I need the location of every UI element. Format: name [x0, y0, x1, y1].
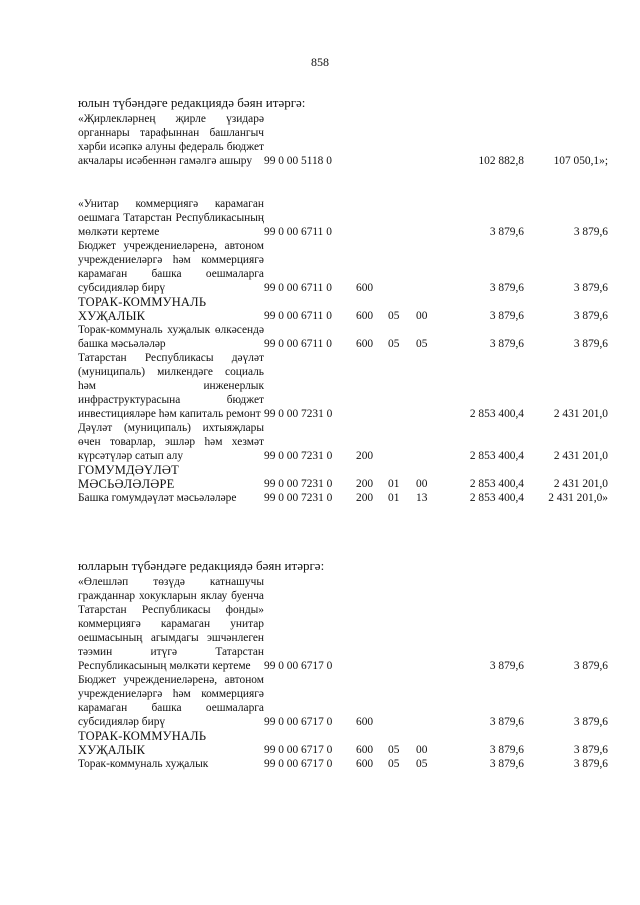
row-code: 99 0 00 7231 0 [264, 492, 333, 504]
row-section [388, 197, 416, 239]
row-value-2: 3 879,6 [573, 310, 608, 322]
row-value-2: 3 879,6 [573, 758, 608, 770]
table-row [78, 463, 608, 491]
row-expense-type: 200 [356, 478, 374, 490]
row-expense-type: 600 [356, 758, 374, 770]
row-value-2: 3 879,6 [573, 226, 608, 238]
row-expense-type: 600 [356, 310, 374, 322]
row-name: «Унитар коммерциягә карамаган оешмага Татарстан Республикасының мөлкәти кертеме [78, 198, 264, 238]
section-1-intro: юлын түбәндәге редакциядә бәян итәргә: [78, 95, 306, 110]
row-expense-type: 200 [356, 450, 374, 462]
row-code: 99 0 00 6711 0 [264, 282, 332, 294]
row-value-1: 3 879,6 [489, 282, 524, 294]
row-value-1: 3 879,6 [489, 660, 524, 672]
row-code: 99 0 00 7231 0 [264, 478, 333, 490]
row-subsection [416, 351, 444, 421]
table-row [78, 729, 608, 757]
row-code: 99 0 00 5118 0 [264, 155, 332, 167]
section-3-rows [78, 575, 608, 771]
row-value-1: 3 879,6 [489, 338, 524, 350]
table-row [78, 351, 608, 421]
row-subsection: 00 [416, 478, 428, 490]
section-2-rows [78, 197, 608, 505]
row-code: 99 0 00 6717 0 [264, 716, 333, 728]
table-row [78, 295, 608, 323]
row-value-1: 2 853 400,4 [469, 478, 524, 490]
row-name: ГОМУМДӘҮЛӘТ МӘСЬӘЛӘЛӘРЕ [78, 463, 179, 491]
section-2 [78, 197, 608, 505]
row-section: 05 [388, 744, 400, 756]
row-value-1: 2 853 400,4 [469, 450, 524, 462]
row-code: 99 0 00 6711 0 [264, 226, 332, 238]
table-row [78, 491, 608, 505]
row-name: ТОРАК-КОММУНАЛЬ ХУҖАЛЫК [78, 295, 207, 323]
row-expense-type: 600 [356, 282, 374, 294]
row-expense-type: 200 [356, 492, 374, 504]
row-section: 01 [388, 492, 400, 504]
page-number: 858 [311, 55, 329, 69]
table-row [78, 421, 608, 463]
table-row [78, 575, 608, 673]
section-2-table [78, 197, 608, 505]
row-value-2: 2 431 201,0 [553, 478, 608, 490]
table-row [78, 673, 608, 729]
row-section: 05 [388, 310, 400, 322]
row-subsection: 05 [416, 758, 428, 770]
row-name: Башка гомумдәүләт мәсьәләләре [78, 492, 237, 504]
row-value-1: 2 853 400,4 [469, 408, 524, 420]
row-value-2: 3 879,6 [573, 744, 608, 756]
row-value-1: 3 879,6 [489, 744, 524, 756]
row-subsection [416, 673, 444, 729]
row-section [388, 575, 416, 673]
row-subsection [416, 112, 444, 168]
row-code: 99 0 00 6717 0 [264, 744, 333, 756]
row-value-1: 3 879,6 [489, 310, 524, 322]
row-section [388, 673, 416, 729]
row-subsection [416, 421, 444, 463]
row-code: 99 0 00 6717 0 [264, 660, 333, 672]
section-1-table [78, 112, 608, 168]
row-value-1: 3 879,6 [489, 758, 524, 770]
row-section [388, 351, 416, 421]
row-value-2: 2 431 201,0» [548, 492, 608, 504]
row-value-2: 3 879,6 [573, 282, 608, 294]
table-row [78, 197, 608, 239]
row-section: 01 [388, 478, 400, 490]
row-name: Торак-коммуналь хуҗалык өлкәсендә башка мәсьәләләр [78, 324, 264, 350]
row-subsection: 13 [416, 492, 428, 504]
row-expense-type [356, 197, 388, 239]
row-value-2: 3 879,6 [573, 660, 608, 672]
table-row [78, 112, 608, 168]
row-value-2: 3 879,6 [573, 338, 608, 350]
section-1-rows [78, 112, 608, 168]
row-subsection: 00 [416, 310, 428, 322]
row-value-1: 102 882,8 [478, 155, 524, 167]
row-code: 99 0 00 6717 0 [264, 758, 333, 770]
row-name: «Җирлекләрнең җирле үзидарә органнары тарафыннан башлангыч хәрби исәпкә алуны федераль бюджет акчалары исәбеннән гамәлгә ашыру [78, 113, 264, 167]
row-name: ТОРАК-КОММУНАЛЬ ХУҖАЛЫК [78, 729, 207, 757]
row-name: Бюджет учреждениеләренә, автоном учреждениеләргә һәм коммерциягә карамаган башка оешмаларга субсидияләр бирү [78, 674, 264, 728]
row-name: Бюджет учреждениеләренә, автоном учреждениеләргә һәм коммерциягә карамаган башка оешмаларга субсидияләр бирү [78, 240, 264, 294]
row-value-2: 3 879,6 [573, 716, 608, 728]
row-section [388, 239, 416, 295]
row-section: 05 [388, 758, 400, 770]
row-name: Татарстан Республикасы дәүләт (муниципаль) милкендәге социаль һәм инженерлык инфраструктурасына бюджет инвестицияләре һәм капиталь ремонт [78, 352, 264, 420]
table-row [78, 323, 608, 351]
row-value-1: 3 879,6 [489, 716, 524, 728]
table-row [78, 757, 608, 771]
row-name: Торак-коммуналь хуҗалык [78, 758, 209, 770]
section-3-intro: юлларын түбәндәге редакциядә бәян итәргә: [78, 558, 325, 573]
row-code: 99 0 00 6711 0 [264, 338, 332, 350]
row-subsection: 05 [416, 338, 428, 350]
row-name: Дәүләт (муниципаль) ихтыяҗлары өчен товарлар, эшләр һәм хезмәт күрсәтүләр сатып алу [78, 422, 264, 462]
table-row [78, 239, 608, 295]
row-code: 99 0 00 7231 0 [264, 450, 333, 462]
section-1 [78, 95, 608, 168]
row-section: 05 [388, 338, 400, 350]
row-subsection [416, 239, 444, 295]
row-subsection [416, 197, 444, 239]
row-value-2: 107 050,1»; [553, 155, 608, 167]
row-name: «Өлешләп төзүдә катнашучы гражданнар хокукларын яклау буенча Татарстан Республикасы фонды» коммерциягә карамаган унитар оешмасының агымдагы эшчәнлеген тәэмин итүгә Татарстан Республикасының мөлкәти кертеме [78, 576, 264, 672]
row-expense-type: 600 [356, 716, 374, 728]
row-expense-type [356, 575, 388, 673]
row-section [388, 421, 416, 463]
row-code: 99 0 00 7231 0 [264, 408, 333, 420]
row-expense-type: 600 [356, 338, 374, 350]
row-expense-type: 600 [356, 744, 374, 756]
row-section [388, 112, 416, 168]
row-value-1: 2 853 400,4 [469, 492, 524, 504]
row-value-2: 2 431 201,0 [553, 408, 608, 420]
row-value-1: 3 879,6 [489, 226, 524, 238]
row-expense-type [356, 351, 388, 421]
row-code: 99 0 00 6711 0 [264, 310, 332, 322]
section-3-table [78, 575, 608, 771]
row-subsection [416, 575, 444, 673]
section-3 [78, 558, 608, 771]
row-expense-type [356, 112, 388, 168]
row-value-2: 2 431 201,0 [553, 450, 608, 462]
row-subsection: 00 [416, 744, 428, 756]
